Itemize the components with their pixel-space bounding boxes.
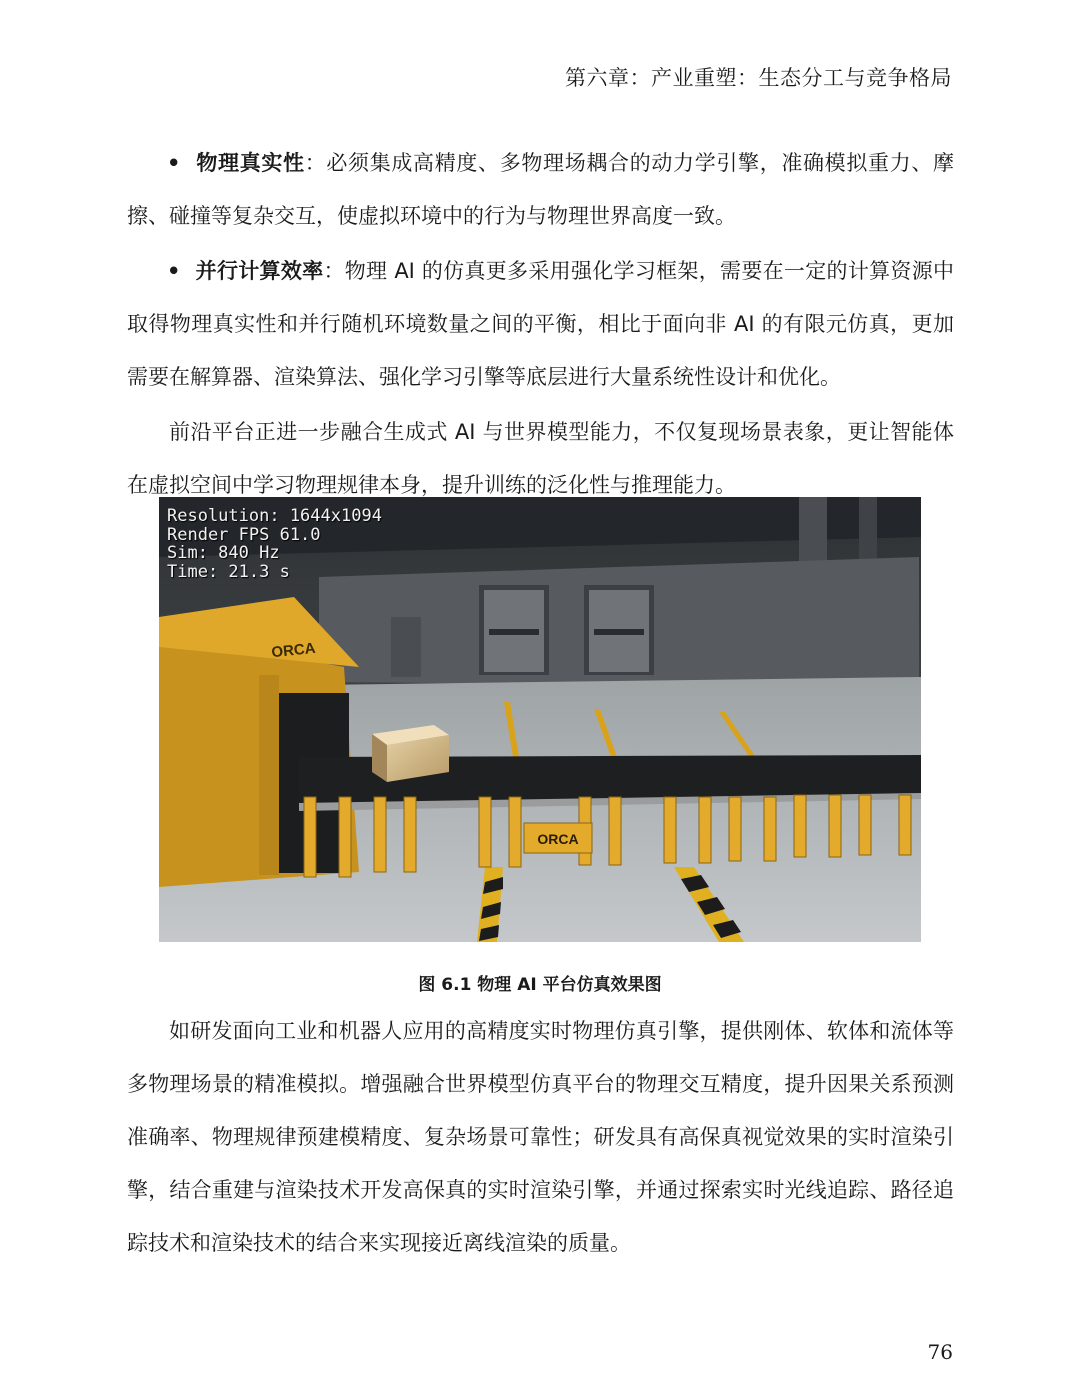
bullet-text: ：必须集成高精度、多物理场耦合的动力学引擎，准确模拟重力、摩擦、碰撞等复杂交互，使虚拟环境中的行为与物理世界高度一致。 — [127, 151, 955, 228]
bullet-dot: • — [167, 151, 197, 175]
bullet-term: 物理真实性 — [196, 151, 305, 175]
resolution-readout: Resolution: 1644x1094 — [167, 506, 382, 526]
paragraph: 前沿平台正进一步融合生成式 AI 与世界模型能力，不仅复现场景表象，更让智能体在虚拟空间中学习物理规律本身，提升训练的泛化性与推理能力。 — [127, 420, 954, 497]
time-readout: Time: 21.3 s — [167, 561, 290, 582]
machine-logo-label: ORCA — [270, 639, 317, 662]
simulation-figure — [159, 497, 921, 942]
main-paragraph-section — [127, 1005, 954, 1270]
page-number: 76 — [927, 1340, 953, 1364]
bullet-text: ：物理 AI 的仿真更多采用强化学习框架，需要在一定的计算资源中取得物理真实性和并行随机环境数量之间的平衡，相比于面向非 AI 的有限元仿真，更加需要在解算器、渲染算法、强化学习引擎等底层进行大量系统性设计和优化。 — [127, 259, 955, 389]
bullet-item — [127, 137, 954, 243]
bullets-section — [127, 137, 954, 512]
render-fps-readout: Render FPS 61.0 — [167, 524, 321, 545]
paragraph: 如研发面向工业和机器人应用的高精度实时物理仿真引擎，提供刚体、软体和流体等多物理场景的精准模拟。增强融合世界模型仿真平台的物理交互精度，提升因果关系预测准确率、物理规律预建模精度、复杂场景可靠性；研发具有高保真视觉效果的实时渲染引擎，结合重建与渲染技术开发高保真的实时渲染引擎，并通过探索实时光线追踪、路径追踪技术和渲染技术的结合来实现接近离线渲染的质量。 — [127, 1019, 954, 1255]
bullet-dot: • — [167, 259, 196, 283]
sim-rate-readout: Sim: 840 Hz — [167, 543, 280, 563]
conveyor-logo-label: ORCA — [537, 831, 579, 847]
figure-caption: 图 6.1 物理 AI 平台仿真效果图 — [418, 975, 662, 995]
sim-stats-overlay — [167, 507, 382, 581]
bullet-item — [127, 245, 954, 404]
chapter-header: 第六章：产业重塑：生态分工与竞争格局 — [565, 66, 952, 90]
bullet-term: 并行计算效率 — [195, 259, 324, 283]
